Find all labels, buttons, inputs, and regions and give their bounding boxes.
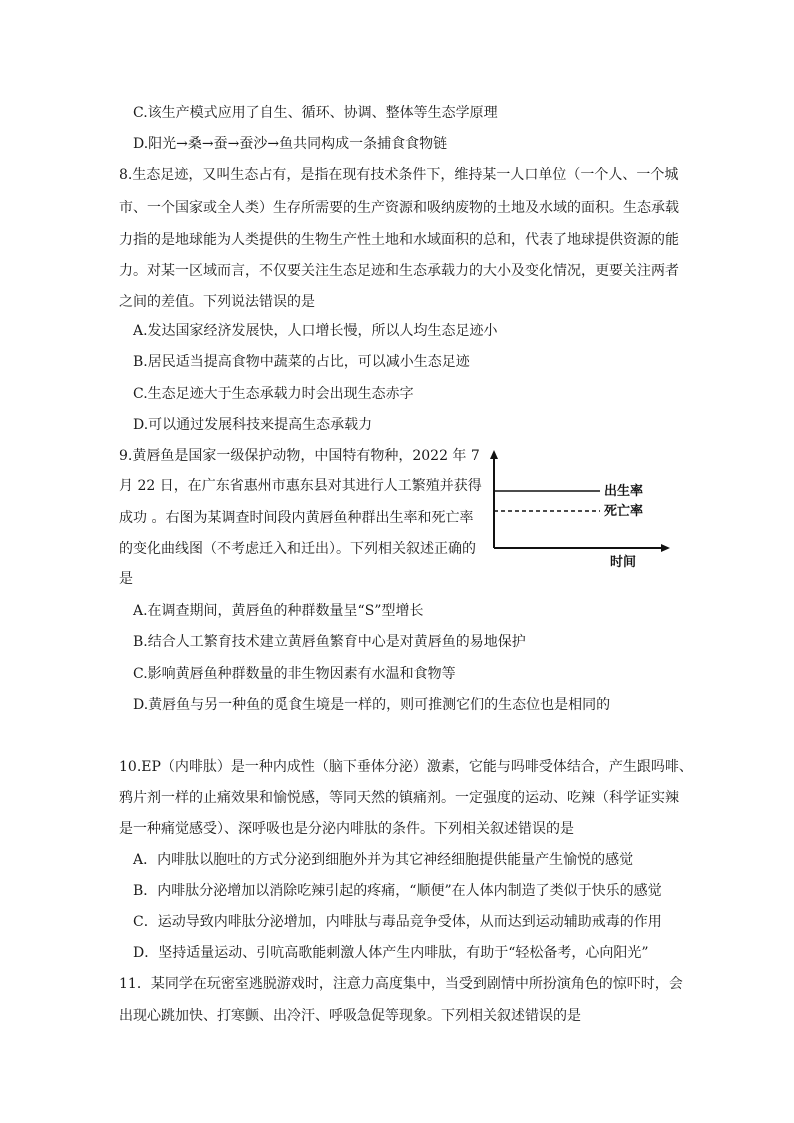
q8-stem-line: 力指的是地球能为人类提供的生物生产性土地和水域面积的总和，代表了地球提供资源的能 <box>119 232 679 248</box>
q8-option-d: D.可以通过发展科技来提高生态承载力 <box>133 417 373 433</box>
death-rate-label: 死亡率 <box>604 504 644 519</box>
q9-stem-line: 9.黄唇鱼是国家一级保护动物，中国特有物种，2022 年 7 <box>119 448 480 464</box>
birth-rate-label: 出生率 <box>604 484 644 499</box>
q10-option-b: B．内啡肽分泌增加以消除吃辣引起的疼痛，“顺便”在人体内制造了类似于快乐的感觉 <box>133 883 662 899</box>
q11-stem-line: 出现心跳加快、打寒颤、出冷汗、呼吸急促等现象。下列相关叙述错误的是 <box>119 1008 581 1024</box>
q8-stem-line: 市、一个国家或全人类）生存所需要的生产资源和吸纳废物的土地及水域的面积。生态承载 <box>119 200 679 216</box>
x-axis-label: 时间 <box>610 555 637 570</box>
q9-stem-line: 的变化曲线图（不考虑迁入和迁出）。下列相关叙述正确的 <box>119 541 476 557</box>
birth-death-rate-graph <box>480 448 680 573</box>
x-axis-arrow <box>661 544 670 552</box>
q10-stem-line: 10.EP（内啡肽）是一种内成性（脑下垂体分泌）激素，它能与吗啡受体结合，产生跟吗啡、 <box>119 759 693 775</box>
q8-option-a: A.发达国家经济发展快，人口增长慢，所以人均生态足迹小 <box>133 323 498 339</box>
q10-stem-line: 鸦片剂一样的止痛效果和愉悦感，等同天然的镇痛剂。一定强度的运动、吃辣（科学证实辣 <box>119 790 679 806</box>
q7-option-c: C.该生产模式应用了自生、循环、协调、整体等生态学原理 <box>133 105 498 121</box>
q9-stem-line: 月 22 日，在广东省惠州市惠东县对其进行人工繁殖并获得 <box>119 478 482 494</box>
q7-option-d: D.阳光→桑→蚕→蚕沙→鱼共同构成一条捕食食物链 <box>133 136 448 152</box>
y-axis-arrow <box>490 450 498 459</box>
q9-option-d: D.黄唇鱼与另一种鱼的觅食生境是一样的，则可推测它们的生态位也是相同的 <box>133 697 611 713</box>
q9-option-c: C.影响黄唇鱼种群数量的非生物因素有水温和食物等 <box>133 666 456 682</box>
q8-option-b: B.居民适当提高食物中蔬菜的占比，可以减小生态足迹 <box>133 354 470 370</box>
q9-stem-line: 是 <box>119 571 133 587</box>
q11-stem-line: 11．某同学在玩密室逃脱游戏时，注意力高度集中，当受到剧情中所扮演角色的惊吓时，会 <box>119 976 683 992</box>
q8-stem-line: 8.生态足迹，又叫生态占有，是指在现有技术条件下，维持某一人口单位（一个人、一个城 <box>119 167 679 183</box>
q8-stem-line: 力。对某一区域而言，不仅要关注生态足迹和生态承载力的大小及变化情况，更要关注两者 <box>119 263 679 279</box>
q10-option-c: C．运动导致内啡肽分泌增加，内啡肽与毒品竞争受体，从而达到运动辅助戒毒的作用 <box>133 914 662 930</box>
q10-stem-line: 是一种痛觉感受）、深呼吸也是分泌内啡肽的条件。下列相关叙述错误的是 <box>119 821 574 837</box>
q8-option-c: C.生态足迹大于生态承载力时会出现生态赤字 <box>133 386 414 402</box>
q10-option-a: A．内啡肽以胞吐的方式分泌到细胞外并为其它神经细胞提供能量产生愉悦的感觉 <box>133 852 634 868</box>
q9-option-b: B.结合人工繁育技术建立黄唇鱼繁育中心是对黄唇鱼的易地保护 <box>133 634 526 650</box>
q8-stem-line: 之间的差值。下列说法错误的是 <box>119 294 315 310</box>
q9-stem-line: 成功 。右图为某调查时间段内黄唇鱼种群出生率和死亡率 <box>119 510 474 526</box>
q9-option-a: A.在调查期间，黄唇鱼的种群数量呈“S”型增长 <box>133 603 424 619</box>
q10-option-d: D．坚持适量运动、引吭高歌能刺激人体产生内啡肽，有助于“轻松备考，心向阳光” <box>133 945 649 961</box>
